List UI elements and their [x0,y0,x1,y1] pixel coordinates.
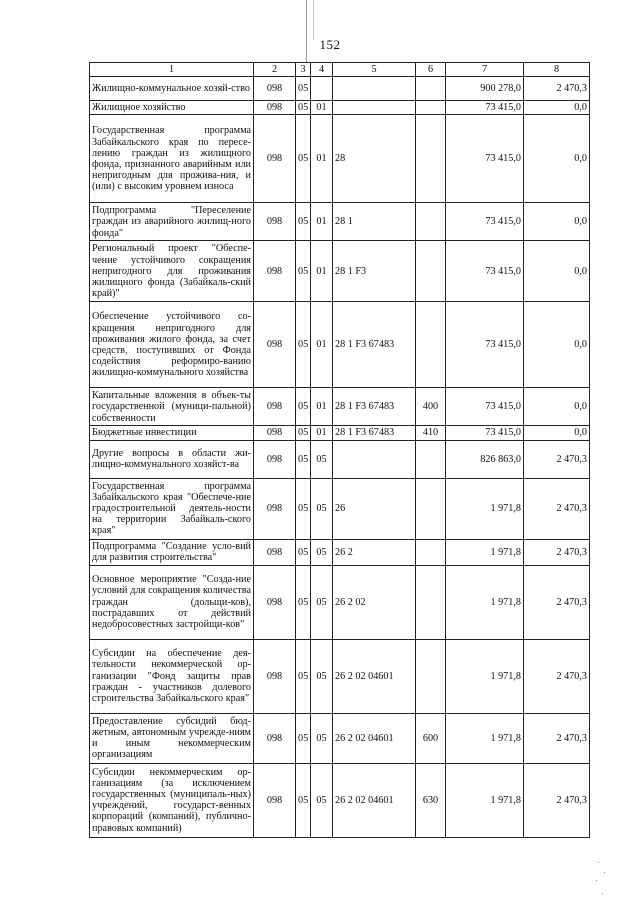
column-header: 5 [333,63,416,77]
table-row [90,77,590,101]
column-header: 6 [416,63,446,77]
row-subsection: 01 [311,426,333,440]
column-header: 2 [254,63,296,77]
row-grbs: 098 [254,639,296,713]
row-sum-1: 73 415,0 [446,203,524,241]
row-subsection: 01 [311,388,333,426]
row-name: Предоставление субсидий бюд-жетным, автономным учрежде-ниям и иным некоммерческим организациям [90,713,254,763]
row-sum-1: 73 415,0 [446,302,524,388]
row-sum-1: 1 971,8 [446,565,524,639]
row-target-article: 28 1 F3 67483 [333,426,416,440]
row-sum-1: 1 971,8 [446,539,524,565]
row-section: 05 [296,426,311,440]
table-row [90,565,590,639]
row-target-article: 26 2 [333,539,416,565]
row-expense-type: 410 [416,426,446,440]
row-sum-2: 0,0 [524,115,590,203]
row-sum-1: 1 971,8 [446,713,524,763]
row-subsection: 01 [311,101,333,115]
table-row [90,101,590,115]
row-name: Жилищное хозяйство [90,101,254,115]
column-header: 7 [446,63,524,77]
row-name: Региональный проект "Обеспе-чение устойчивого сокращения непригодного для проживания жилищного фонда (Забайкаль-ский край)" [90,241,254,302]
table-row [90,203,590,241]
row-target-article: 26 [333,478,416,539]
row-expense-type [416,241,446,302]
row-subsection: 05 [311,713,333,763]
row-section: 05 [296,539,311,565]
row-name: Обеспечение устойчивого со-кращения непригодного для проживания жилого фонда, за счет средств, поступивших от Фонда содействия реформиро-ванию жилищно-коммунального хозяйства [90,302,254,388]
row-expense-type: 630 [416,763,446,837]
row-name: Капитальные вложения в объек-ты государственной (муници-пальной) собственности [90,388,254,426]
row-grbs: 098 [254,539,296,565]
row-sum-2: 0,0 [524,203,590,241]
row-grbs: 098 [254,115,296,203]
row-name: Государственная программа Забайкальского края "Обеспече-ние градостроительной деятель-ности на территории Забайкаль-ского края" [90,478,254,539]
row-name: Бюджетные инвестиции [90,426,254,440]
row-subsection [311,77,333,101]
row-sum-2: 2 470,3 [524,440,590,478]
row-subsection: 05 [311,440,333,478]
row-name: Субсидии на обеспечение дея-тельности некоммерческой ор-ганизации "Фонд защиты прав граждан - участников долевого строительства Забайкальского края" [90,639,254,713]
row-section: 05 [296,565,311,639]
row-target-article: 28 1 [333,203,416,241]
row-subsection: 01 [311,203,333,241]
row-target-article: 28 1 F3 67483 [333,302,416,388]
row-grbs: 098 [254,302,296,388]
row-section: 05 [296,77,311,101]
table-row [90,763,590,837]
row-section: 05 [296,115,311,203]
row-section: 05 [296,302,311,388]
row-name: Подпрограмма "Переселение граждан из аварийного жилищ-ного фонда" [90,203,254,241]
row-section: 05 [296,639,311,713]
table-row [90,539,590,565]
row-sum-1: 73 415,0 [446,426,524,440]
row-sum-1: 73 415,0 [446,388,524,426]
row-section: 05 [296,440,311,478]
row-subsection: 01 [311,115,333,203]
row-section: 05 [296,763,311,837]
row-section: 05 [296,101,311,115]
column-header: 3 [296,63,311,77]
row-expense-type [416,539,446,565]
row-section: 05 [296,478,311,539]
table-row [90,713,590,763]
row-sum-2: 2 470,3 [524,77,590,101]
row-sum-1: 900 278,0 [446,77,524,101]
scan-speck [596,880,597,881]
table-row [90,388,590,426]
row-grbs: 098 [254,565,296,639]
row-name: Субсидии некоммерческим ор-ганизациям (за исключением государственных (муниципаль-ных) учреждений, государст-венных корпораций (компаний), публично-правовых компаний) [90,763,254,837]
row-grbs: 098 [254,426,296,440]
row-name: Подпрограмма "Создание усло-вий для развития строительства" [90,539,254,565]
row-target-article: 26 2 02 [333,565,416,639]
row-expense-type [416,203,446,241]
row-target-article: 26 2 02 04601 [333,713,416,763]
row-target-article [333,440,416,478]
column-header: 4 [311,63,333,77]
row-grbs: 098 [254,713,296,763]
row-section: 05 [296,203,311,241]
budget-table [89,62,590,838]
row-expense-type: 400 [416,388,446,426]
row-sum-2: 2 470,3 [524,478,590,539]
column-header: 8 [524,63,590,77]
row-grbs: 098 [254,440,296,478]
table-row [90,115,590,203]
table-row [90,478,590,539]
row-expense-type: 600 [416,713,446,763]
row-expense-type [416,639,446,713]
row-sum-2: 0,0 [524,241,590,302]
row-subsection: 01 [311,302,333,388]
row-expense-type [416,565,446,639]
row-target-article: 28 1 F3 [333,241,416,302]
row-expense-type [416,77,446,101]
row-sum-2: 0,0 [524,388,590,426]
row-sum-2: 2 470,3 [524,539,590,565]
row-subsection: 05 [311,539,333,565]
row-expense-type [416,115,446,203]
row-sum-2: 2 470,3 [524,639,590,713]
row-grbs: 098 [254,388,296,426]
row-sum-1: 1 971,8 [446,639,524,713]
scan-speck [602,893,603,894]
row-grbs: 098 [254,77,296,101]
row-target-article: 28 [333,115,416,203]
table-row [90,639,590,713]
row-subsection: 05 [311,639,333,713]
row-sum-1: 73 415,0 [446,101,524,115]
row-grbs: 098 [254,203,296,241]
row-sum-2: 2 470,3 [524,763,590,837]
row-expense-type [416,101,446,115]
row-subsection: 01 [311,241,333,302]
row-sum-1: 1 971,8 [446,478,524,539]
row-section: 05 [296,388,311,426]
row-expense-type [416,478,446,539]
row-sum-1: 826 863,0 [446,440,524,478]
column-header: 1 [90,63,254,77]
row-name: Жилищно-коммунальное хозяй-ство [90,77,254,101]
row-grbs: 098 [254,478,296,539]
row-expense-type [416,302,446,388]
row-target-article: 26 2 02 04601 [333,639,416,713]
row-target-article [333,77,416,101]
row-grbs: 098 [254,241,296,302]
table-row [90,426,590,440]
row-sum-2: 2 470,3 [524,713,590,763]
row-sum-1: 1 971,8 [446,763,524,837]
row-section: 05 [296,241,311,302]
row-section: 05 [296,713,311,763]
row-subsection: 05 [311,763,333,837]
row-sum-2: 2 470,3 [524,565,590,639]
scan-speck [604,872,605,873]
row-grbs: 098 [254,763,296,837]
page-number: 152 [319,37,341,52]
table-row [90,302,590,388]
row-name: Основное мероприятие "Созда-ние условий для сокращения количества граждан (дольщи-ков), пострадавших от действий недобросовестных застройщи-ков" [90,565,254,639]
row-name: Другие вопросы в области жи-лищно-коммунального хозяйст-ва [90,440,254,478]
row-target-article: 26 2 02 04601 [333,763,416,837]
scan-speck [598,862,599,863]
row-expense-type [416,440,446,478]
row-target-article [333,101,416,115]
row-subsection: 05 [311,565,333,639]
table-row [90,440,590,478]
row-subsection: 05 [311,478,333,539]
table-row [90,241,590,302]
row-sum-2: 0,0 [524,101,590,115]
row-target-article: 28 1 F3 67483 [333,388,416,426]
row-grbs: 098 [254,101,296,115]
row-sum-2: 0,0 [524,426,590,440]
row-sum-1: 73 415,0 [446,241,524,302]
row-sum-1: 73 415,0 [446,115,524,203]
row-sum-2: 0,0 [524,302,590,388]
table-header-row [90,63,590,77]
scan-artifact-line-secondary [313,0,314,40]
row-name: Государственная программа Забайкальского края по пересе-лению граждан из жилищного фонда, признанного аварийным или непригодным для прожива-ния, и (или) с высоким уровнем износа [90,115,254,203]
